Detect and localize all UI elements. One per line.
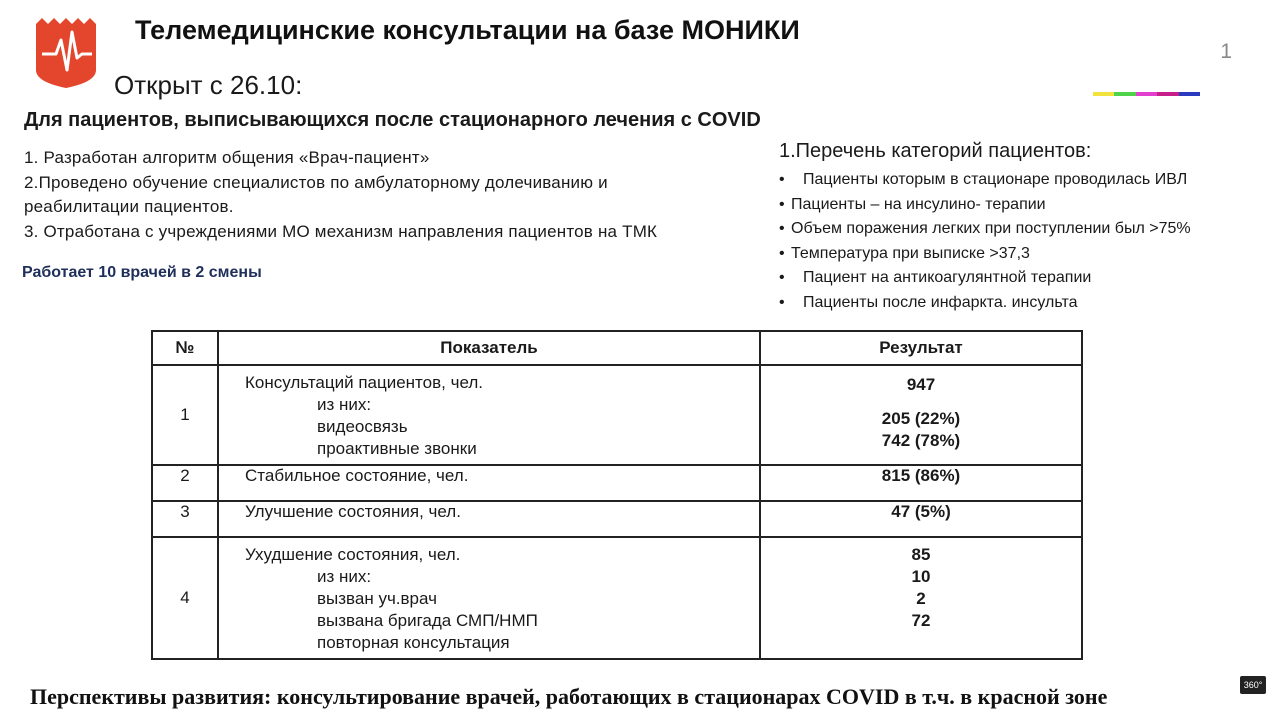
indicator-sub: из них: xyxy=(317,395,372,414)
step-item: 1. Разработан алгоритм общения «Врач-пациент» xyxy=(24,148,430,167)
step-item: 2.Проведено обучение специалистов по амбулаторному долечиванию и xyxy=(24,172,608,192)
bullet-icon: • xyxy=(779,269,785,286)
row-indicator xyxy=(218,365,760,465)
bullet-icon: • xyxy=(779,171,785,188)
results-table xyxy=(151,330,1083,660)
category-item xyxy=(779,291,1191,316)
footer-prospects: Перспективы развития: консультирование врачей, работающих в стационарах COVID в т.ч. в красной зоне xyxy=(30,684,1108,709)
result-sub: 10 xyxy=(911,567,931,586)
category-label: Объем поражения легких при поступлении был >75% xyxy=(791,220,1191,237)
step-item: реабилитации пациентов. xyxy=(24,197,234,216)
result-sub xyxy=(761,396,1081,408)
category-item xyxy=(779,193,1191,218)
opened-date: Открыт с 26.10: xyxy=(114,70,303,100)
table-row xyxy=(152,501,1082,537)
indicator-sub: повторная консультация xyxy=(317,633,510,652)
row-result: 47 (5%) xyxy=(760,501,1082,537)
category-item xyxy=(779,242,1191,267)
heartbeat-shield-icon xyxy=(34,14,98,90)
indicator-main: Ухудшение состояния, чел. xyxy=(245,545,461,564)
row-num: 1 xyxy=(152,365,218,465)
category-label: Температура при выписке >37,3 xyxy=(791,244,1030,262)
table-row xyxy=(152,465,1082,501)
bullet-icon: • xyxy=(779,293,785,311)
category-item xyxy=(779,266,1191,291)
categories-list xyxy=(779,168,1191,315)
page-title: Телемедицинские консультации на базе МОНИКИ xyxy=(135,15,800,45)
indicator-sub: из них: xyxy=(317,567,372,586)
doctors-note: Работает 10 врачей в 2 смены xyxy=(22,264,262,281)
color-bar-segment xyxy=(1114,92,1135,96)
table-row xyxy=(152,537,1082,659)
category-item xyxy=(779,168,1191,193)
row-num: 3 xyxy=(152,501,218,537)
row-indicator: Стабильное состояние, чел. xyxy=(218,465,760,501)
header-num: № xyxy=(152,331,218,365)
color-bar-segment xyxy=(1179,92,1200,96)
table-row xyxy=(152,365,1082,465)
result-sub: 72 xyxy=(911,611,931,630)
bullet-icon: • xyxy=(779,220,785,237)
row-num: 2 xyxy=(152,465,218,501)
result-sub: 742 (78%) xyxy=(881,431,961,450)
color-bar-segment xyxy=(1157,92,1178,96)
header-result: Результат xyxy=(760,331,1082,365)
video-360-badge: 360° xyxy=(1240,676,1266,694)
row-result xyxy=(760,537,1082,659)
result-sub: 205 (22%) xyxy=(881,409,961,428)
category-label: Пациенты после инфаркта. инсульта xyxy=(803,293,1078,311)
indicator-sub: вызван уч.врач xyxy=(317,589,437,608)
row-indicator: Улучшение состояния, чел. xyxy=(218,501,760,537)
result-main: 947 xyxy=(906,375,936,394)
indicator-main: Консультаций пациентов, чел. xyxy=(245,373,483,392)
category-label: Пациенты которым в стационаре проводилась ИВЛ xyxy=(803,171,1188,188)
page-number: 1 xyxy=(1220,40,1232,63)
bullet-icon: • xyxy=(779,244,785,262)
subheading: Для пациентов, выписывающихся после стационарного лечения с COVID xyxy=(24,109,761,131)
indicator-sub: видеосвязь xyxy=(317,417,408,436)
step-item: 3. Отработана с учреждениями МО механизм направления пациентов на ТМК xyxy=(24,221,658,241)
color-bar xyxy=(1093,92,1200,96)
header-indicator: Показатель xyxy=(218,331,760,365)
row-result xyxy=(760,365,1082,465)
indicator-sub: вызвана бригада СМП/НМП xyxy=(317,611,538,630)
category-label: Пациент на антикоагулянтной терапии xyxy=(803,269,1092,286)
category-label: Пациенты – на инсулино- терапии xyxy=(791,195,1046,213)
row-indicator xyxy=(218,537,760,659)
category-item xyxy=(779,217,1191,242)
row-num: 4 xyxy=(152,537,218,659)
result-main: 85 xyxy=(911,545,931,564)
result-sub: 2 xyxy=(916,589,926,608)
table-header-row xyxy=(152,331,1082,365)
color-bar-segment xyxy=(1093,92,1114,96)
categories-title: 1.Перечень категорий пациентов: xyxy=(779,140,1092,162)
color-bar-segment xyxy=(1136,92,1157,96)
bullet-icon: • xyxy=(779,195,785,213)
indicator-sub: проактивные звонки xyxy=(317,439,477,458)
logo xyxy=(34,14,98,90)
steps-list xyxy=(24,146,744,244)
row-result: 815 (86%) xyxy=(760,465,1082,501)
